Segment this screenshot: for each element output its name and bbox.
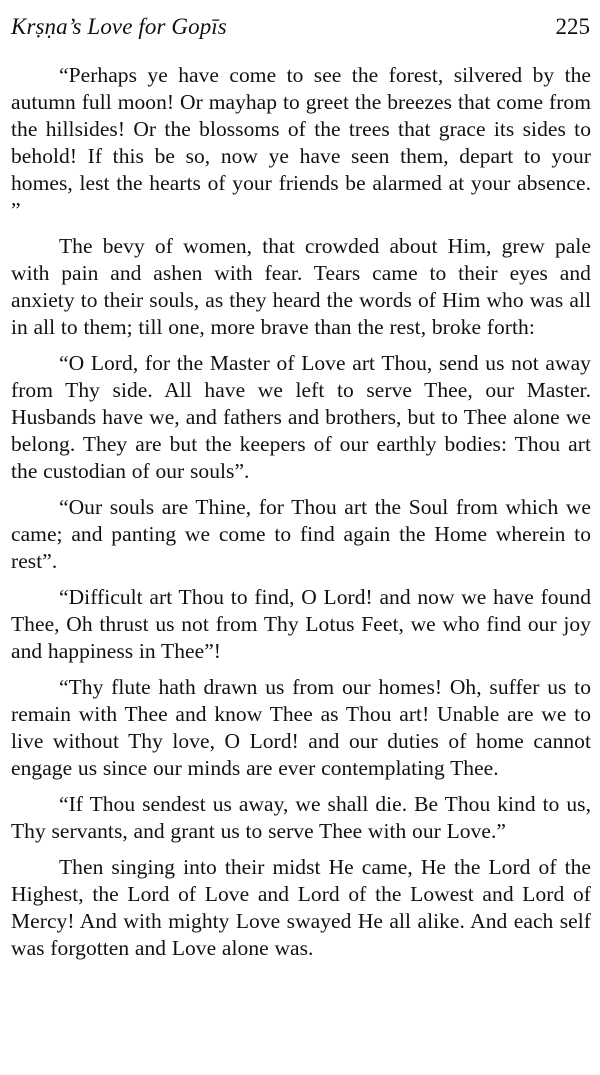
paragraph-sendest-us-away: “If Thou sendest us away, we shall die. Be Thou kind to us, Thy servants, and grant us to serve Thee with our Love.” <box>11 792 591 843</box>
paragraph-forest-speech: “Perhaps ye have come to see the forest, silvered by the autumn full moon! Or mayhap to greet the breezes that come from the hillsides! Or the blossoms of the trees that grace its sides to behold! If this be so, now ye have seen them, depart to your homes, lest the hearts of your friends be alarmed at your absence. ” <box>11 63 591 222</box>
paragraph-thy-flute: “Thy flute hath drawn us from our homes! Oh, suffer us to remain with Thee and know Thee as Thou art! Unable are we to live without Thy love, O Lord! and our duties of home cannot engage us since our minds are ever contemplating Thee. <box>11 675 591 780</box>
paragraph-difficult-to-find: “Difficult art Thou to find, O Lord! and now we have found Thee, Oh thrust us not from Thy Lotus Feet, we who find our joy and happiness in Thee”! <box>11 585 591 663</box>
paragraph-master-of-love: “O Lord, for the Master of Love art Thou, send us not away from Thy side. All have we left to serve Thee, our Master. Husbands have we, and fathers and brothers, but to Thee alone we belong. They are but the keepers of our earthly bodies: Thou art the custodian of our souls”. <box>11 351 591 483</box>
chapter-title: Krṣṇa’s Love for Gopīs <box>11 14 227 39</box>
page-number: 225 <box>555 14 590 39</box>
paragraph-singing-into-midst: Then singing into their midst He came, He the Lord of the Highest, the Lord of Love and Lord of the Lowest and Lord of Mercy! And with mighty Love swayed He all alike. And each self was forgotten and Love alone was. <box>11 855 591 960</box>
body-text <box>11 62 591 971</box>
paragraph-bevy-of-women: The bevy of women, that crowded about Him, grew pale with pain and ashen with fear. Tears came to their eyes and anxiety to their souls, as they heard the words of Him who was all in all to them; till one, more brave than the rest, broke forth: <box>11 234 591 339</box>
paragraph-souls-are-thine: “Our souls are Thine, for Thou art the Soul from which we came; and panting we come to find again the Home wherein to rest”. <box>11 495 591 573</box>
running-header <box>11 12 590 46</box>
